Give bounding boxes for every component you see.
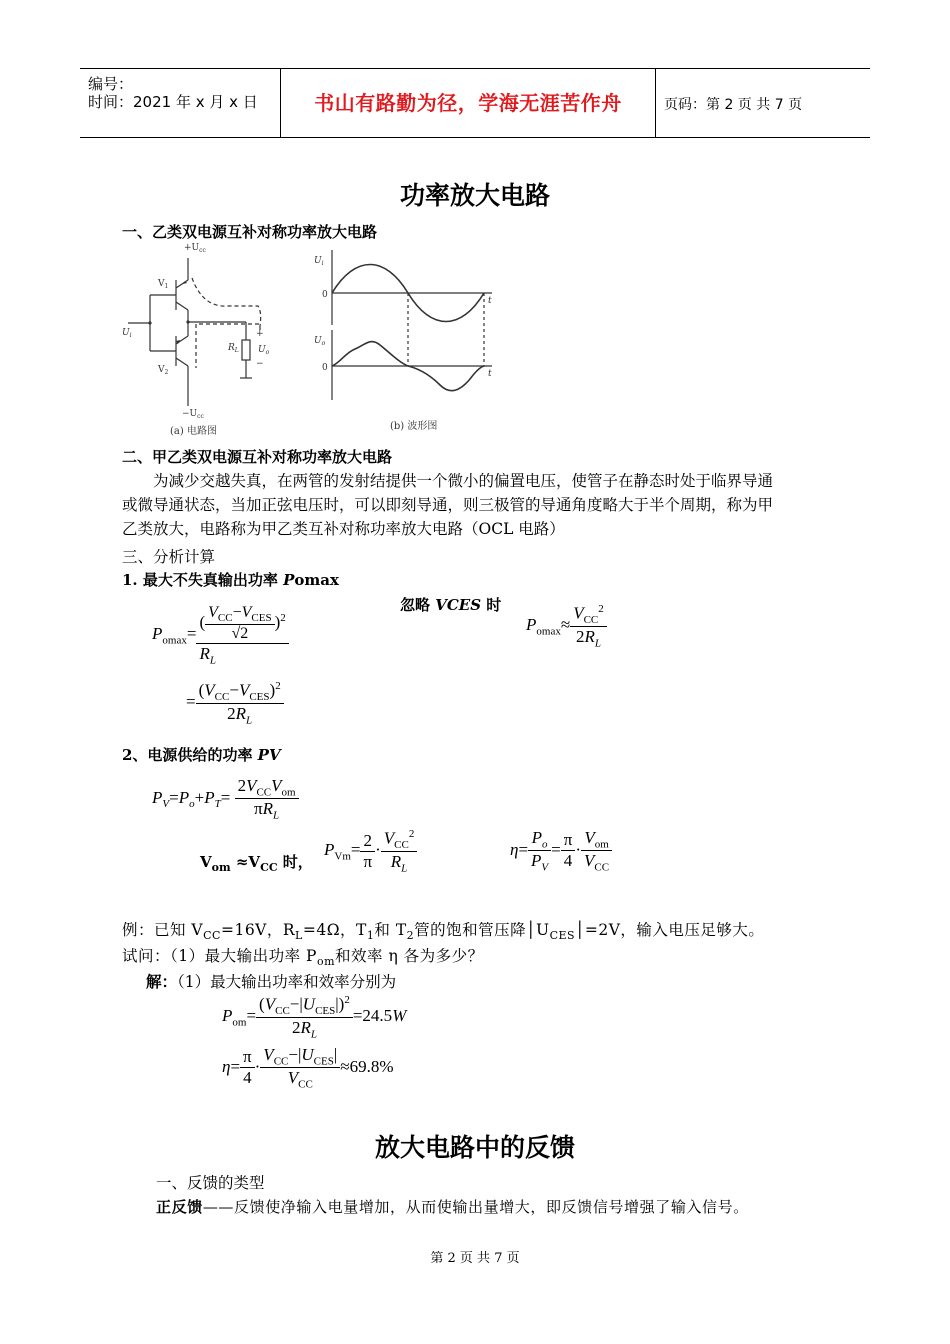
ex-text: 和 T xyxy=(374,921,407,939)
wave-t-top: t xyxy=(488,296,492,306)
formula-pom-result: $P_{om}=$ $\frac{(V_{CC}-|U_{CES}|)^2}{2R_L}$ =24.5W xyxy=(222,994,407,1041)
ex-sub: 1 xyxy=(366,929,375,943)
feedback-heading: 一、反馈的类型 xyxy=(156,1174,265,1192)
header-number: 编号： xyxy=(88,75,134,93)
ignore-vces-note xyxy=(400,594,501,615)
circuit-diagram xyxy=(118,238,288,438)
circuit-label-ui: $U_i$ xyxy=(122,328,132,339)
ex-sub: CES xyxy=(549,929,576,943)
page-header xyxy=(80,68,870,138)
fig-b-caption: (b) 波形图 xyxy=(390,421,438,432)
paragraph-line: 乙类放大，电路称为甲乙类互补对称功率放大电路（OCL 电路） xyxy=(122,520,565,538)
example-line1 xyxy=(122,918,764,942)
pom-unit: W xyxy=(392,1006,407,1026)
circuit-label-rl: $R_L$ xyxy=(228,343,239,354)
section2-paragraph xyxy=(122,469,842,541)
sub2-var: PV xyxy=(257,746,281,764)
fig-a-caption: (a) 电路图 xyxy=(170,426,217,437)
sub1-var: P xyxy=(283,571,295,589)
wave-label-uo: $U_o$ xyxy=(314,336,326,347)
header-time: 时间：2021 年 x 月 x 日 xyxy=(88,93,258,111)
solution-line xyxy=(146,970,396,992)
ignore-suffix: 时 xyxy=(481,596,502,614)
section3-heading: 三、分析计算 xyxy=(122,548,216,566)
sub1-text: 1. 最大不失真输出功率 xyxy=(122,571,284,589)
section2-heading: 二、甲乙类双电源互补对称功率放大电路 xyxy=(122,448,393,466)
positive-feedback-label: 正反馈 xyxy=(156,1198,203,1216)
solution-label: 解： xyxy=(146,973,178,991)
wave-label-ui: $U_i$ xyxy=(314,256,324,267)
ex-text: 和效率 η 各为多少？ xyxy=(335,947,484,965)
circuit-label-vcc-pos: $+U_{cc}$ xyxy=(184,243,206,254)
sub1-suffix: omax xyxy=(294,571,339,589)
paragraph-line: 为减少交越失真，在两管的发射结提供一个微小的偏置电压，使管子在静态时处于临界导通 xyxy=(153,472,774,490)
circuit-label-minus: − xyxy=(256,359,264,369)
header-page-number: 页码：第 2 页 共 7 页 xyxy=(664,97,803,113)
ex-text: =4Ω，T xyxy=(302,921,367,939)
page-footer: 第 2 页 共 7 页 xyxy=(430,1251,520,1266)
circuit-label-plus: + xyxy=(256,329,264,339)
formula-pomax-simplified: = $\frac{(V_{CC}-V_{CES})^2}{2R_L}$ xyxy=(186,680,284,726)
ex-text: 试问：（1）最大输出功率 P xyxy=(122,947,317,965)
vom-b: ≈V xyxy=(230,853,261,871)
ex-sub: L xyxy=(295,929,303,943)
vom-a: V xyxy=(200,853,212,871)
vom-a-sub: om xyxy=(211,861,231,874)
wave-zero-top: 0 xyxy=(322,290,328,300)
positive-feedback-text: ——反馈使净输入电量增加，从而使输出量增大，即反馈信号增强了输入信号。 xyxy=(202,1198,749,1216)
formula-eta: η= $\frac{P_o}{P_V}$ = $\frac{\pi}{4}$ · $\frac{V_{om}}{V_{CC}}$ xyxy=(510,828,612,874)
formula-eta-result: η= $\frac{\pi}{4}$ · $\frac{V_{CC}-|U_{CES}|}{V_{CC}}$ ≈69.8% xyxy=(222,1045,394,1091)
section3-sub2 xyxy=(122,744,281,765)
section-title-feedback: 放大电路中的反馈 xyxy=(374,1133,575,1162)
example-line2 xyxy=(122,944,484,968)
circuit-label-uo: $U_o$ xyxy=(258,345,270,356)
feedback-positive xyxy=(156,1196,749,1217)
ignore-text: 忽略 xyxy=(400,596,436,614)
header-meta xyxy=(80,69,280,137)
circuit-label-v1: $V_1$ xyxy=(158,279,169,290)
header-page-cell xyxy=(654,69,870,137)
circuit-label-v2: $V_2$ xyxy=(158,365,169,376)
ex-sub: om xyxy=(316,955,336,969)
header-motto-cell xyxy=(280,69,656,137)
ex-sub: CC xyxy=(203,929,221,943)
page-title: 功率放大电路 xyxy=(399,181,550,210)
paragraph-line: 或微导通状态，当加正弦电压时，可以即刻导通，则三极管的导通角度略大于半个周期，称为甲 xyxy=(122,496,774,514)
formula-pomax-full: $P_{omax}=$ ( $\frac{V_{CC}-V_{CES}}{√2}$ )$^2$ $R_L$ xyxy=(152,604,289,667)
section1-heading: 一、乙类双电源互补对称功率放大电路 xyxy=(122,223,378,241)
eta-value: ≈69.8% xyxy=(340,1056,394,1076)
ex-sub: 2 xyxy=(406,929,415,943)
ex-text: 例：已知 V xyxy=(122,921,204,939)
sub2-text: 2、电源供给的功率 xyxy=(122,746,258,764)
ex-text: │=2V，输入电压足够大。 xyxy=(575,921,765,939)
section3-sub1 xyxy=(122,569,339,590)
formula-pomax-approx: $P_{omax}\approx$ $\frac{V_{CC}^2}{2R_L}$ xyxy=(526,603,607,649)
ex-text: 管的饱和管压降│U xyxy=(414,921,550,939)
ignore-var: VCES xyxy=(435,596,482,614)
header-motto: 书山有路勤为径，学海无涯苦作舟 xyxy=(314,91,622,115)
waveform-diagram xyxy=(310,245,505,438)
wave-t-bottom: t xyxy=(488,369,492,379)
ex-text: =16V，R xyxy=(220,921,296,939)
vom-c: 时， xyxy=(277,853,313,871)
vom-condition xyxy=(200,851,313,874)
pom-value: =24.5 xyxy=(352,1006,393,1026)
solution-text: （1）最大输出功率和效率分别为 xyxy=(177,973,397,991)
formula-pv: $P_V=P_o+P_T=$ $\frac{2V_{CC}V_{om}}{\pi R_L}$ xyxy=(152,776,299,822)
vom-b-sub: CC xyxy=(260,861,278,874)
formula-pvm: $P_{Vm}=$ $\frac{2}{\pi}$ · $\frac{V_{CC}^2}{R_L}$ xyxy=(324,828,417,874)
circuit-label-vcc-neg: $-U_{cc}$ xyxy=(182,409,204,420)
wave-zero-bottom: 0 xyxy=(322,363,328,373)
